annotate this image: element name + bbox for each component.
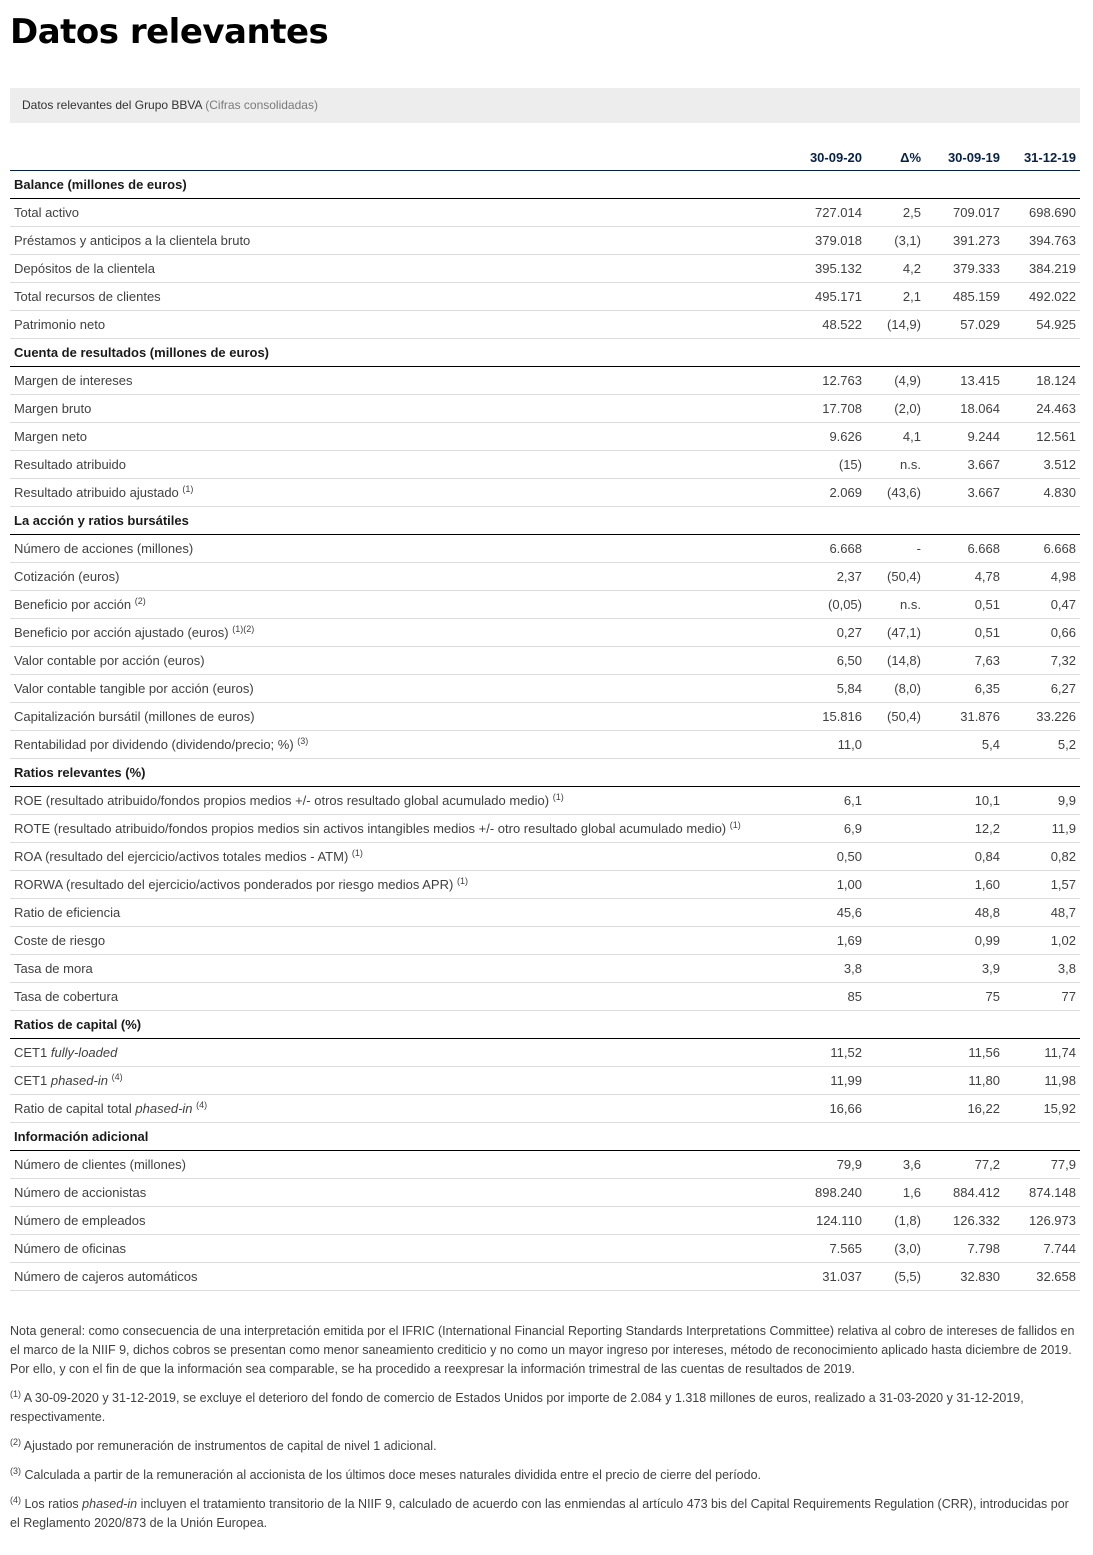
value-cell: 5,84	[792, 675, 866, 703]
table-row	[10, 395, 1080, 423]
column-header: 31-12-19	[1004, 144, 1080, 171]
value-cell	[866, 815, 925, 843]
row-label: Patrimonio neto	[14, 317, 106, 332]
section-title: Cuenta de resultados (millones de euros)	[10, 339, 1080, 367]
value-cell: 11,56	[925, 1039, 1004, 1067]
footnote-italic: phased-in	[82, 1497, 138, 1511]
value-cell: 12.561	[1004, 423, 1080, 451]
footnote-ref: (4)	[111, 1072, 123, 1082]
value-cell	[866, 927, 925, 955]
table-row	[10, 367, 1080, 395]
value-cell: 57.029	[925, 311, 1004, 339]
value-cell: 79,9	[792, 1151, 866, 1179]
value-cell: 4.830	[1004, 479, 1080, 507]
value-cell: 17.708	[792, 395, 866, 423]
value-cell: 11,9	[1004, 815, 1080, 843]
value-cell: (4,9)	[866, 367, 925, 395]
row-label: Margen neto	[14, 429, 87, 444]
footnotes	[10, 1322, 1080, 1543]
value-cell: (0,05)	[792, 591, 866, 619]
footnote	[10, 1495, 1080, 1533]
value-cell: 77,9	[1004, 1151, 1080, 1179]
value-cell: 3,6	[866, 1151, 925, 1179]
value-cell: n.s.	[866, 451, 925, 479]
row-label-cell	[10, 311, 792, 339]
column-header: 30-09-19	[925, 144, 1004, 171]
row-label-cell	[10, 955, 792, 983]
value-cell: 11,74	[1004, 1039, 1080, 1067]
value-cell: 18.124	[1004, 367, 1080, 395]
table-row	[10, 591, 1080, 619]
value-cell: 0,99	[925, 927, 1004, 955]
footnote-ref: (2)	[134, 596, 146, 606]
value-cell	[866, 1095, 925, 1123]
row-label-cell	[10, 199, 792, 227]
value-cell: 5,2	[1004, 731, 1080, 759]
row-label-cell	[10, 731, 792, 759]
row-label: Resultado atribuido	[14, 457, 127, 472]
value-cell: 884.412	[925, 1179, 1004, 1207]
value-cell: 0,47	[1004, 591, 1080, 619]
row-label: Ratio de capital total	[14, 1101, 132, 1116]
value-cell: 77,2	[925, 1151, 1004, 1179]
value-cell: 7.798	[925, 1235, 1004, 1263]
footnote-ref: (1)	[729, 820, 741, 830]
value-cell: (3,0)	[866, 1235, 925, 1263]
value-cell: 0,51	[925, 591, 1004, 619]
section-title: Ratios relevantes (%)	[10, 759, 1080, 787]
row-label: Margen de intereses	[14, 373, 133, 388]
value-cell: 379.018	[792, 227, 866, 255]
section-header-row	[10, 507, 1080, 535]
value-cell: 11,80	[925, 1067, 1004, 1095]
value-cell: 7,32	[1004, 647, 1080, 675]
section-header-row	[10, 759, 1080, 787]
footnote-text: Los ratios	[24, 1497, 79, 1511]
value-cell: 24.463	[1004, 395, 1080, 423]
section-title: Balance (millones de euros)	[10, 171, 1080, 199]
value-cell: 727.014	[792, 199, 866, 227]
value-cell: (8,0)	[866, 675, 925, 703]
footnote-ref: (1)	[552, 792, 564, 802]
table-row	[10, 1235, 1080, 1263]
value-cell: 0,84	[925, 843, 1004, 871]
table-row	[10, 871, 1080, 899]
general-note: Nota general: como consecuencia de una interpretación emitida por el IFRIC (International Financial Reporting Standards Interpretations Committee) relativa al cobro de intereses de fallidos en el marco de la NIIF 9, dichos cobros se presentan como menor saneamiento crediticio y no como un mayor ingreso por intereses, método de reconocimiento aplicado hasta diciembre de 2019. Por ello, y con el fin de que la información sea comparable, se ha procedido a reexpresar la información trimestral de las cuentas de resultados de 2019.	[10, 1324, 1075, 1376]
value-cell: 2,37	[792, 563, 866, 591]
row-label-cell	[10, 815, 792, 843]
value-cell: 6.668	[792, 535, 866, 563]
page-title: Datos relevantes	[10, 12, 329, 52]
value-cell: 16,66	[792, 1095, 866, 1123]
table-row	[10, 1095, 1080, 1123]
row-label-cell	[10, 843, 792, 871]
row-label-cell	[10, 535, 792, 563]
row-label-cell	[10, 675, 792, 703]
value-cell: 11,0	[792, 731, 866, 759]
table-header-row	[10, 144, 1080, 171]
value-cell: (15)	[792, 451, 866, 479]
footnote	[10, 1466, 1080, 1485]
row-label-cell	[10, 451, 792, 479]
value-cell: 379.333	[925, 255, 1004, 283]
value-cell: 31.876	[925, 703, 1004, 731]
value-cell: 11,99	[792, 1067, 866, 1095]
value-cell: 3.512	[1004, 451, 1080, 479]
footnote-ref: (4)	[196, 1100, 208, 1110]
value-cell: 9,9	[1004, 787, 1080, 815]
row-label: Cotización (euros)	[14, 569, 120, 584]
value-cell: 1,02	[1004, 927, 1080, 955]
value-cell: 7,63	[925, 647, 1004, 675]
section-title: Información adicional	[10, 1123, 1080, 1151]
row-label-cell	[10, 367, 792, 395]
value-cell: 6,35	[925, 675, 1004, 703]
value-cell: 6.668	[925, 535, 1004, 563]
value-cell: (14,8)	[866, 647, 925, 675]
value-cell: -	[866, 535, 925, 563]
value-cell: 6,50	[792, 647, 866, 675]
value-cell: 126.973	[1004, 1207, 1080, 1235]
row-label-cell	[10, 283, 792, 311]
row-label-cell	[10, 619, 792, 647]
table-row	[10, 955, 1080, 983]
row-label: ROE (resultado atribuido/fondos propios medios +/- otros resultado global acumulado medio)	[14, 793, 550, 808]
row-label: Rentabilidad por dividendo (dividendo/precio; %)	[14, 737, 294, 752]
value-cell: 48.522	[792, 311, 866, 339]
value-cell: 33.226	[1004, 703, 1080, 731]
table-row	[10, 1263, 1080, 1291]
value-cell: 1,6	[866, 1179, 925, 1207]
footnote-ref: (1)	[351, 848, 363, 858]
value-cell: 4,98	[1004, 563, 1080, 591]
value-cell: 485.159	[925, 283, 1004, 311]
footnote-mark: (4)	[10, 1495, 21, 1505]
value-cell: 0,82	[1004, 843, 1080, 871]
table-row	[10, 1207, 1080, 1235]
footnote-ref: (1)	[456, 876, 468, 886]
footnote	[10, 1389, 1080, 1427]
value-cell: 9.244	[925, 423, 1004, 451]
row-label: Número de clientes (millones)	[14, 1157, 186, 1172]
value-cell: 126.332	[925, 1207, 1004, 1235]
value-cell: 0,50	[792, 843, 866, 871]
footnote-text: Ajustado por remuneración de instrumentos de capital de nivel 1 adicional.	[23, 1439, 437, 1453]
row-label-cell	[10, 227, 792, 255]
value-cell: 2,5	[866, 199, 925, 227]
row-label-cell	[10, 1179, 792, 1207]
value-cell: 3,8	[1004, 955, 1080, 983]
row-label: ROTE (resultado atribuido/fondos propios medios sin activos intangibles medios +/- otro resultado global acumulado medio)	[14, 821, 727, 836]
value-cell: 4,78	[925, 563, 1004, 591]
row-label-cell	[10, 1207, 792, 1235]
value-cell: 3,8	[792, 955, 866, 983]
data-table	[10, 144, 1080, 1291]
value-cell: 75	[925, 983, 1004, 1011]
row-label-cell	[10, 787, 792, 815]
value-cell: 11,98	[1004, 1067, 1080, 1095]
value-cell: 32.830	[925, 1263, 1004, 1291]
value-cell: 32.658	[1004, 1263, 1080, 1291]
value-cell: 6,1	[792, 787, 866, 815]
table-row	[10, 1179, 1080, 1207]
footnote-text: incluyen el tratamiento transitorio de la NIIF 9, calculado de acuerdo con las enmiendas al artículo 473 bis del Capital Requirements Regulation (CRR), introducidas por el Reglamento 2020/873 de la Unión Europea.	[10, 1497, 1069, 1530]
table-row	[10, 1067, 1080, 1095]
table-row	[10, 451, 1080, 479]
value-cell: 6,9	[792, 815, 866, 843]
header-label-spacer	[10, 144, 792, 171]
row-label: RORWA (resultado del ejercicio/activos ponderados por riesgo medios APR)	[14, 877, 454, 892]
footnote-mark: (3)	[10, 1466, 21, 1476]
table-row	[10, 815, 1080, 843]
table-row	[10, 927, 1080, 955]
value-cell: 4,1	[866, 423, 925, 451]
value-cell: 15.816	[792, 703, 866, 731]
row-label: Valor contable por acción (euros)	[14, 653, 205, 668]
value-cell: 2.069	[792, 479, 866, 507]
value-cell: (2,0)	[866, 395, 925, 423]
footnote-ref: (1)(2)	[232, 624, 255, 634]
value-cell: 5,4	[925, 731, 1004, 759]
footnote-text: Calculada a partir de la remuneración al accionista de los últimos doce meses naturales dividida entre el precio de cierre del período.	[24, 1468, 761, 1482]
row-label: Depósitos de la clientela	[14, 261, 155, 276]
value-cell: (47,1)	[866, 619, 925, 647]
value-cell	[866, 843, 925, 871]
table-row	[10, 227, 1080, 255]
value-cell	[866, 731, 925, 759]
section-header-row	[10, 171, 1080, 199]
section-header-row	[10, 339, 1080, 367]
value-cell	[866, 871, 925, 899]
row-label-cell	[10, 1263, 792, 1291]
footnote-mark: (2)	[10, 1437, 21, 1447]
row-label: Beneficio por acción	[14, 597, 132, 612]
value-cell: 48,8	[925, 899, 1004, 927]
table-row	[10, 731, 1080, 759]
value-cell: 492.022	[1004, 283, 1080, 311]
caption-muted: (Cifras consolidadas)	[205, 98, 318, 112]
row-label-cell	[10, 899, 792, 927]
footnote-list	[10, 1389, 1080, 1533]
value-cell: (5,5)	[866, 1263, 925, 1291]
row-label-italic: phased-in	[50, 1073, 108, 1088]
table-row	[10, 311, 1080, 339]
footnote	[10, 1437, 1080, 1456]
value-cell: 0,66	[1004, 619, 1080, 647]
value-cell	[866, 983, 925, 1011]
value-cell: 12.763	[792, 367, 866, 395]
value-cell: (43,6)	[866, 479, 925, 507]
row-label: CET1	[14, 1045, 48, 1060]
row-label: Total recursos de clientes	[14, 289, 161, 304]
column-header: 30-09-20	[792, 144, 866, 171]
row-label: Ratio de eficiencia	[14, 905, 121, 920]
value-cell: 11,52	[792, 1039, 866, 1067]
value-cell: 3,9	[925, 955, 1004, 983]
value-cell: 698.690	[1004, 199, 1080, 227]
value-cell: 7.744	[1004, 1235, 1080, 1263]
value-cell: 10,1	[925, 787, 1004, 815]
value-cell: 13.415	[925, 367, 1004, 395]
value-cell	[866, 899, 925, 927]
section-header-row	[10, 1011, 1080, 1039]
value-cell	[866, 1039, 925, 1067]
row-label-cell	[10, 703, 792, 731]
value-cell: 1,69	[792, 927, 866, 955]
row-label: Número de empleados	[14, 1213, 146, 1228]
row-label-cell	[10, 1235, 792, 1263]
table-row	[10, 983, 1080, 1011]
table-row	[10, 479, 1080, 507]
row-label-cell	[10, 927, 792, 955]
table-row	[10, 563, 1080, 591]
row-label: Número de accionistas	[14, 1185, 147, 1200]
value-cell: 3.667	[925, 451, 1004, 479]
row-label-italic: fully-loaded	[50, 1045, 118, 1060]
column-header: Δ%	[866, 144, 925, 171]
section-header-row	[10, 1123, 1080, 1151]
table-row	[10, 675, 1080, 703]
value-cell: (3,1)	[866, 227, 925, 255]
value-cell: 6,27	[1004, 675, 1080, 703]
value-cell: 1,57	[1004, 871, 1080, 899]
value-cell: 0,27	[792, 619, 866, 647]
value-cell: 31.037	[792, 1263, 866, 1291]
value-cell: 6.668	[1004, 535, 1080, 563]
value-cell: 874.148	[1004, 1179, 1080, 1207]
value-cell: 394.763	[1004, 227, 1080, 255]
footnote-mark: (1)	[10, 1389, 21, 1399]
value-cell: 45,6	[792, 899, 866, 927]
row-label: Número de oficinas	[14, 1241, 126, 1256]
table-row	[10, 843, 1080, 871]
value-cell: 124.110	[792, 1207, 866, 1235]
value-cell: 395.132	[792, 255, 866, 283]
row-label-cell	[10, 647, 792, 675]
table-row	[10, 619, 1080, 647]
row-label-cell	[10, 563, 792, 591]
value-cell: 1,00	[792, 871, 866, 899]
table-body	[10, 171, 1080, 1291]
value-cell: (50,4)	[866, 703, 925, 731]
footnote-text: A 30-09-2020 y 31-12-2019, se excluye el deterioro del fondo de comercio de Estados Unidos por importe de 2.084 y 1.318 millones de euros, realizado a 31-03-2020 y 31-12-2019, respectivamente.	[10, 1391, 1024, 1424]
value-cell: (1,8)	[866, 1207, 925, 1235]
value-cell: 4,2	[866, 255, 925, 283]
value-cell: 709.017	[925, 199, 1004, 227]
row-label: ROA (resultado del ejercicio/activos totales medios - ATM)	[14, 849, 349, 864]
value-cell: 0,51	[925, 619, 1004, 647]
value-cell: 18.064	[925, 395, 1004, 423]
value-cell: (14,9)	[866, 311, 925, 339]
row-label-cell	[10, 1095, 792, 1123]
row-label-cell	[10, 395, 792, 423]
row-label: Préstamos y anticipos a la clientela bruto	[14, 233, 251, 248]
row-label-cell	[10, 871, 792, 899]
table-row	[10, 255, 1080, 283]
table-row	[10, 535, 1080, 563]
row-label-cell	[10, 1151, 792, 1179]
row-label: Capitalización bursátil (millones de euros)	[14, 709, 255, 724]
value-cell: (50,4)	[866, 563, 925, 591]
section-title: Ratios de capital (%)	[10, 1011, 1080, 1039]
table-row	[10, 899, 1080, 927]
value-cell: 2,1	[866, 283, 925, 311]
table-row	[10, 1039, 1080, 1067]
row-label: CET1	[14, 1073, 48, 1088]
value-cell: 12,2	[925, 815, 1004, 843]
value-cell: 495.171	[792, 283, 866, 311]
footnote-ref: (3)	[297, 736, 309, 746]
row-label-cell	[10, 255, 792, 283]
table-row	[10, 703, 1080, 731]
value-cell: 898.240	[792, 1179, 866, 1207]
value-cell: 9.626	[792, 423, 866, 451]
value-cell: 7.565	[792, 1235, 866, 1263]
row-label-cell	[10, 1039, 792, 1067]
value-cell	[866, 1067, 925, 1095]
section-title: La acción y ratios bursátiles	[10, 507, 1080, 535]
table-caption	[10, 88, 1080, 123]
row-label: Valor contable tangible por acción (euros)	[14, 681, 254, 696]
table-row	[10, 647, 1080, 675]
value-cell: 15,92	[1004, 1095, 1080, 1123]
table-row	[10, 283, 1080, 311]
row-label-cell	[10, 591, 792, 619]
value-cell: 384.219	[1004, 255, 1080, 283]
value-cell: 77	[1004, 983, 1080, 1011]
row-label: Coste de riesgo	[14, 933, 106, 948]
footnote-ref: (1)	[182, 484, 194, 494]
value-cell: 3.667	[925, 479, 1004, 507]
row-label-cell	[10, 983, 792, 1011]
value-cell	[866, 955, 925, 983]
row-label-cell	[10, 1067, 792, 1095]
row-label: Resultado atribuido ajustado	[14, 485, 179, 500]
value-cell: n.s.	[866, 591, 925, 619]
row-label-cell	[10, 479, 792, 507]
row-label: Número de cajeros automáticos	[14, 1269, 198, 1284]
row-label-italic: phased-in	[135, 1101, 193, 1116]
table-row	[10, 423, 1080, 451]
row-label-cell	[10, 423, 792, 451]
table-row	[10, 1151, 1080, 1179]
value-cell: 54.925	[1004, 311, 1080, 339]
row-label: Número de acciones (millones)	[14, 541, 194, 556]
row-label: Margen bruto	[14, 401, 92, 416]
value-cell: 16,22	[925, 1095, 1004, 1123]
value-cell: 85	[792, 983, 866, 1011]
table-row	[10, 199, 1080, 227]
value-cell: 1,60	[925, 871, 1004, 899]
value-cell: 48,7	[1004, 899, 1080, 927]
row-label: Beneficio por acción ajustado (euros)	[14, 625, 229, 640]
row-label: Tasa de cobertura	[14, 989, 119, 1004]
value-cell	[866, 787, 925, 815]
row-label: Tasa de mora	[14, 961, 93, 976]
value-cell: 391.273	[925, 227, 1004, 255]
table-row	[10, 787, 1080, 815]
row-label: Total activo	[14, 205, 80, 220]
caption-main: Datos relevantes del Grupo BBVA	[22, 98, 202, 112]
